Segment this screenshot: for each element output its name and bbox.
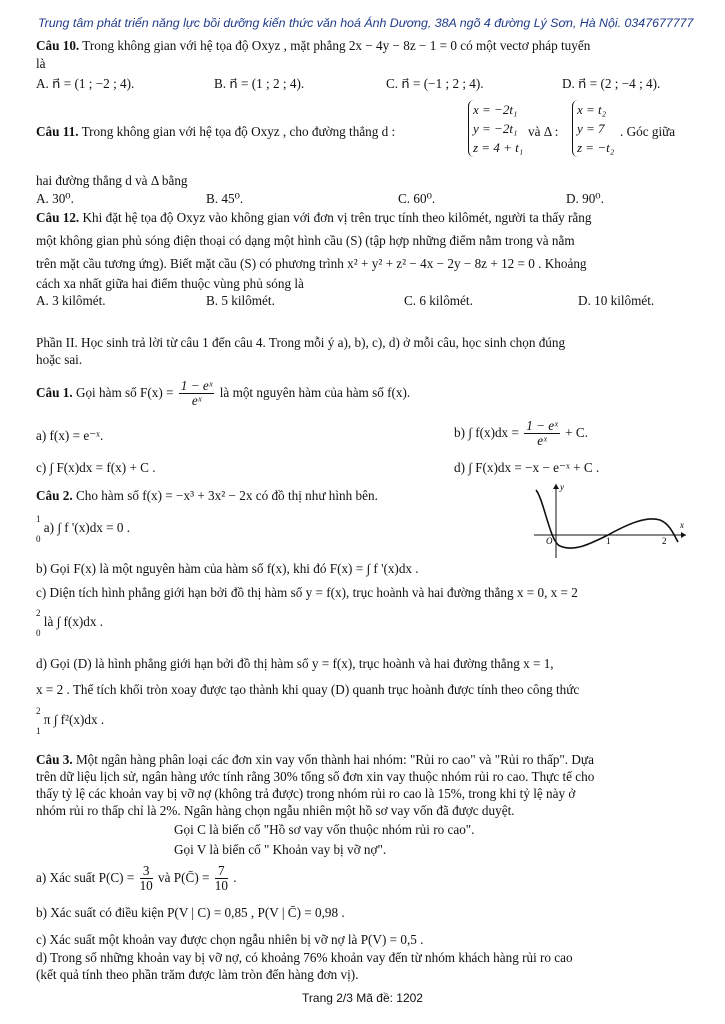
- q10-opt-a: A. n⃗ = (1 ; −2 ; 4).: [36, 76, 135, 91]
- q11-system-delta: [572, 100, 614, 157]
- c1-fraction: $\frac{\text{1 − eˣ}}{\text{eˣ}}$: [180, 378, 213, 409]
- q12-text4: cách xa nhất giữa hai điểm thuộc vùng phủ sóng là: [36, 276, 304, 291]
- q11-tail: . Góc giữa: [620, 124, 676, 139]
- c2-c2-row: [36, 604, 103, 640]
- q12-text3: trên mặt cầu tương ứng). Biết mặt cầu (S) có phương trình x² + y² + z² − 4x − 2y − 8z + 12 = 0 . Khoảng: [36, 256, 587, 271]
- c3-label: Câu 3.: [36, 752, 73, 767]
- y-axis-arrow: [553, 484, 559, 489]
- c3-c: c) Xác suất một khoản vay được chọn ngẫu nhiên bị vỡ nợ là P(V) = 0,5 .: [36, 932, 424, 947]
- q10-opt-c: C. n⃗ = (−1 ; 2 ; 4).: [386, 76, 484, 91]
- c1-a: a) f(x) = e⁻ˣ.: [36, 428, 104, 443]
- c3-line1: [36, 752, 594, 768]
- c1-label: Câu 1.: [36, 385, 73, 400]
- c1-line: [36, 378, 410, 408]
- c2-d1: d) Gọi (D) là hình phẳng giới hạn bởi đồ thị hàm số y = f(x), trục hoành và hai đường thẳng x = 1,: [36, 656, 554, 671]
- q12-label: Câu 12.: [36, 210, 80, 225]
- x-axis-arrow: [681, 532, 686, 538]
- q10-line1: [36, 38, 590, 54]
- function-graph: [530, 480, 690, 560]
- c3-a: a) Xác suất P(C) = $\frac{3}{10}$ và P(C̄) = $\frac{7}{10}$ .: [36, 863, 237, 894]
- q12-text2: một không gian phủ sóng điện thoại có dạng một hình cầu (S) (tập hợp những điểm nằm trong và nằm: [36, 233, 575, 248]
- c1-b-fraction: $\frac{\text{1 − eˣ}}{\text{eˣ}}$: [526, 418, 558, 449]
- c3-a-frac2: $\frac{7}{10}$: [214, 863, 228, 894]
- page-footer: Trang 2/3 Mã đề: 1202: [302, 991, 423, 1005]
- q11-and: và Δ :: [528, 124, 559, 139]
- c2-c1: c) Diện tích hình phẳng giới hạn bởi đồ thị hàm số y = f(x), trục hoành và hai đường thẳng x = 0, x = 2: [36, 585, 578, 600]
- c3-b: b) Xác suất có điều kiện P(V | C) = 0,85 , P(V | C̄) = 0,98 .: [36, 905, 345, 920]
- q11-d-line: x = −2t₁: [473, 102, 518, 117]
- c1-c: c) ∫ F(x)dx = f(x) + C .: [36, 460, 156, 475]
- c1-d: d) ∫ F(x)dx = −x − e⁻ˣ + C .: [454, 460, 600, 475]
- q11-opt-c: C. 60⁰.: [398, 191, 436, 206]
- q11-opt-b: B. 45⁰.: [206, 191, 244, 206]
- c1-tail: là một nguyên hàm của hàm số f(x).: [219, 385, 411, 400]
- q11-opt-d: D. 90⁰.: [566, 191, 604, 206]
- c3-l2: trên dữ liệu lịch sử, ngân hàng ước tính rằng 30% tổng số đơn xin vay thuộc nhóm rủi ro cao. Thực tế cho: [36, 769, 595, 784]
- q12-opt-b: B. 5 kilômét.: [206, 293, 275, 308]
- q10-label: Câu 10.: [36, 38, 80, 53]
- q12-opt-a: A. 3 kilômét.: [36, 293, 106, 308]
- tick-label-2: 2: [662, 536, 667, 546]
- c2-a-row: [36, 510, 130, 546]
- c3-l4: nhóm rủi ro thấp chỉ là 2%. Ngân hàng chọn ngẫu nhiên một hồ sơ vay vốn đã được duyệt.: [36, 803, 515, 818]
- c3-l5: Gọi C là biến cố "Hồ sơ vay vốn thuộc nhóm rủi ro cao".: [174, 822, 475, 837]
- origin-label: O: [546, 536, 553, 546]
- c3-d1: d) Trong số những khoản vay bị vỡ nợ, có khoảng 76% khoản vay đến từ nhóm khách hàng rủi ro cao: [36, 950, 573, 965]
- q11-line1: [36, 124, 395, 140]
- q11-label: Câu 11.: [36, 124, 79, 139]
- q10-opt-d: D. n⃗ = (2 ; −4 ; 4).: [562, 76, 661, 91]
- q11-delta-line: z = −t₂: [577, 140, 615, 155]
- c2-a-limits: 1 0: [36, 513, 41, 544]
- q11-delta-line: x = t₂: [577, 102, 607, 117]
- c2-d2: x = 2 . Thể tích khối tròn xoay được tạo thành khi quay (D) quanh trục hoành được tính theo công thức: [36, 682, 580, 697]
- q11-d-line: y = −2t₁: [473, 121, 518, 136]
- q10-text2: là: [36, 56, 46, 71]
- q11-opt-a: A. 30⁰.: [36, 191, 74, 206]
- q10-opt-b: B. n⃗ = (1 ; 2 ; 4).: [214, 76, 305, 91]
- c1-lead: Gọi hàm số F(x) =: [75, 385, 174, 400]
- c2-line: [36, 488, 378, 504]
- q12-line1: [36, 210, 591, 226]
- c2-d3-row: [36, 702, 104, 738]
- q12-opt-c: C. 6 kilômét.: [404, 293, 473, 308]
- c2-label: Câu 2.: [36, 488, 73, 503]
- tick-label-1: 1: [606, 536, 611, 546]
- q11-text2: hai đường thẳng d và Δ bằng: [36, 173, 188, 188]
- c2-d3-limits: 2 1: [36, 705, 41, 736]
- q10-text: Trong không gian với hệ tọa độ Oxyz , mặt phẳng 2x − 4y − 8z − 1 = 0 có một vectơ pháp tuyến: [82, 38, 591, 53]
- c2-text: Cho hàm số f(x) = −x³ + 3x² − 2x có đồ thị như hình bên.: [75, 488, 378, 503]
- part2-line1: Phần II. Học sinh trả lời từ câu 1 đến câu 4. Trong mỗi ý a), b), c), d) ở mỗi câu, học sinh chọn đúng: [36, 335, 566, 350]
- c2-c2-limits: 2 0: [36, 607, 41, 638]
- c2-b: b) Gọi F(x) là một nguyên hàm của hàm số f(x), khi đó F(x) = ∫ f '(x)dx .: [36, 561, 419, 576]
- q11-d-line: z = 4 + t₁: [473, 140, 524, 155]
- q12-opt-d: D. 10 kilômét.: [578, 293, 655, 308]
- c2-a: a) ∫ f '(x)dx = 0 .: [43, 520, 131, 535]
- c2-d3: π ∫ f²(x)dx .: [43, 712, 105, 727]
- q11-system-d: [468, 100, 523, 157]
- q11-delta-line: y = 7: [577, 121, 605, 136]
- y-label: y: [560, 482, 564, 492]
- q12-text1: Khi đặt hệ tọa độ Oxyz vào không gian với đơn vị trên trục tính theo kilômét, người ta thấy rằng: [82, 210, 592, 225]
- c2-c2: là ∫ f(x)dx .: [43, 614, 104, 629]
- part2-line2: hoặc sai.: [36, 352, 83, 367]
- c3-l1: Một ngân hàng phân loại các đơn xin vay vốn thành hai nhóm: "Rủi ro cao" và "Rủi ro thấp". Dựa: [75, 752, 594, 767]
- x-label: x: [680, 520, 684, 530]
- c3-l3: thấy tỷ lệ các khoản vay bị vỡ nợ (không trả được) trong nhóm rủi ro cao là 15%, trong khi tỷ lệ này ở: [36, 786, 576, 801]
- c1-b: b) ∫ f(x)dx = $\frac{\text{1 − eˣ}}{\text{eˣ}}$ + C.: [454, 418, 588, 449]
- q11-text: Trong không gian với hệ tọa độ Oxyz , cho đường thẳng d :: [81, 124, 396, 139]
- c3-d2: (kết quả tính theo phần trăm được làm tròn đến hàng đơn vị).: [36, 967, 359, 982]
- c3-a-frac1: $\frac{3}{10}$: [139, 863, 153, 894]
- c3-l6: Gọi V là biến cố " Khoản vay bị vỡ nợ".: [174, 842, 387, 857]
- page-header: Trung tâm phát triển năng lực bồi dưỡng kiến thức văn hoá Ánh Dương, 38A ngõ 4 đường Lý Sơn, Hà Nội. 0347677777: [38, 16, 694, 30]
